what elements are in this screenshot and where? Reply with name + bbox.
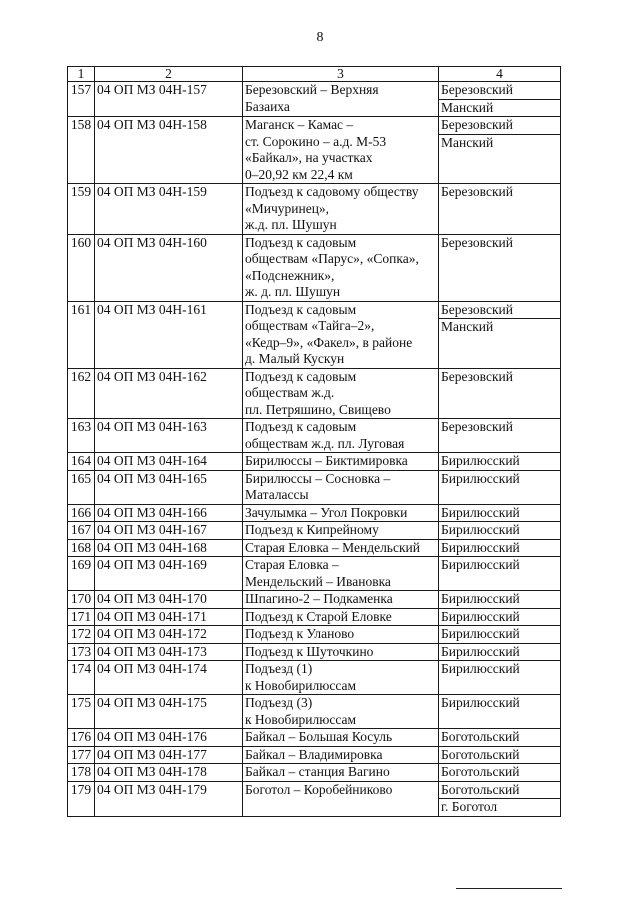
- road-name-line: ж. д. пл. Шушун: [245, 284, 341, 299]
- road-name-line: Базаиха: [245, 98, 290, 114]
- row-number: 164: [68, 453, 95, 471]
- road-name-line: обществам ж.д. пл. Луговая: [245, 435, 405, 451]
- road-name-line: Подъезд к Старой Еловке: [245, 608, 392, 624]
- road-name-line: Байкал – Большая Косуль: [245, 729, 393, 744]
- row-number: 172: [68, 626, 95, 644]
- road-name: [243, 470, 439, 504]
- road-name-line: Боготол – Коробейниково: [245, 781, 393, 797]
- road-code: 04 ОП МЗ 04Н-173: [95, 643, 243, 661]
- table-row: [68, 82, 561, 117]
- road-region: [439, 781, 561, 816]
- road-name-line: Зачулымка – Угол Покровки: [245, 504, 408, 520]
- road-name: [243, 729, 439, 747]
- road-name-line: Подъезд (1): [245, 661, 313, 676]
- road-name: [243, 661, 439, 695]
- table-row: [68, 184, 561, 235]
- road-name-line: Березовский – Верхняя: [245, 82, 379, 97]
- road-region: [439, 234, 561, 301]
- road-name-line: Шпагино-2 – Подкаменка: [245, 591, 393, 606]
- table-row: [68, 608, 561, 626]
- row-number: 178: [68, 764, 95, 782]
- region-line: Бирилюсский: [441, 522, 520, 537]
- road-name: [243, 301, 439, 368]
- region-line: Бирилюсский: [441, 608, 520, 624]
- road-name-line: Подъезд к Кипрейному: [245, 522, 379, 537]
- road-name-line: Мендельский – Ивановка: [245, 573, 391, 589]
- road-code: 04 ОП МЗ 04Н-170: [95, 591, 243, 609]
- road-code: 04 ОП МЗ 04Н-169: [95, 557, 243, 591]
- table-row: [68, 764, 561, 782]
- road-region: [439, 368, 561, 419]
- road-code: 04 ОП МЗ 04Н-178: [95, 764, 243, 782]
- road-name-line: ж.д. пл. Шушун: [245, 217, 337, 232]
- region-line: Манский: [439, 99, 560, 117]
- table-row: [68, 419, 561, 453]
- road-region: [439, 301, 561, 368]
- region-line: Манский: [439, 134, 560, 152]
- road-name: [243, 764, 439, 782]
- road-name-line: пл. Петряшино, Свищево: [245, 401, 391, 417]
- row-number: 170: [68, 591, 95, 609]
- row-number: 171: [68, 608, 95, 626]
- header-col-4: 4: [439, 67, 561, 82]
- region-line: г. Боготол: [439, 798, 560, 816]
- road-region: [439, 184, 561, 235]
- road-name: [243, 591, 439, 609]
- road-name-line: «Кедр–9», «Факел», в районе: [245, 334, 413, 350]
- row-number: 159: [68, 184, 95, 235]
- region-line: Боготольский: [441, 781, 520, 797]
- road-name-line: Байкал – станция Вагино: [245, 764, 390, 779]
- row-number: 179: [68, 781, 95, 816]
- table-row: [68, 557, 561, 591]
- row-number: 167: [68, 522, 95, 540]
- road-name: [243, 234, 439, 301]
- road-name-line: Бирилюссы – Биктимировка: [245, 453, 408, 468]
- road-region: [439, 539, 561, 557]
- table-row: [68, 522, 561, 540]
- road-name: [243, 695, 439, 729]
- table-row: [68, 591, 561, 609]
- region-line: Бирилюсский: [441, 453, 520, 468]
- table-row: [68, 746, 561, 764]
- row-number: 166: [68, 504, 95, 522]
- road-name-line: д. Малый Кускун: [245, 351, 345, 366]
- road-name-line: Подъезд к садовым: [245, 301, 357, 317]
- region-line: Бирилюсский: [441, 591, 520, 606]
- region-line: Бирилюсский: [441, 695, 520, 710]
- road-code: 04 ОП МЗ 04Н-167: [95, 522, 243, 540]
- row-number: 161: [68, 301, 95, 368]
- row-number: 173: [68, 643, 95, 661]
- road-name-line: Маганск – Камас –: [245, 117, 354, 132]
- row-number: 176: [68, 729, 95, 747]
- road-region: [439, 661, 561, 695]
- row-number: 163: [68, 419, 95, 453]
- road-region: [439, 626, 561, 644]
- road-region: [439, 522, 561, 540]
- road-name: [243, 82, 439, 117]
- region-line: Березовский: [441, 184, 513, 199]
- road-name-line: «Мичуринец»,: [245, 200, 330, 216]
- road-region: [439, 453, 561, 471]
- roads-table: [67, 66, 561, 817]
- road-region: [439, 82, 561, 117]
- region-line: Бирилюсский: [441, 643, 520, 659]
- road-name: [243, 368, 439, 419]
- road-region: [439, 117, 561, 184]
- header-row: [68, 67, 561, 82]
- road-code: 04 ОП МЗ 04Н-176: [95, 729, 243, 747]
- table-row: [68, 470, 561, 504]
- row-number: 174: [68, 661, 95, 695]
- region-line: Бирилюсский: [441, 470, 520, 486]
- road-code: 04 ОП МЗ 04Н-179: [95, 781, 243, 816]
- region-line: Березовский: [441, 301, 513, 317]
- row-number: 160: [68, 234, 95, 301]
- table-row: [68, 234, 561, 301]
- road-name-line: к Новобирилюссам: [245, 711, 357, 727]
- region-line: Березовский: [441, 419, 513, 434]
- row-number: 169: [68, 557, 95, 591]
- region-line: Бирилюсский: [441, 539, 520, 555]
- road-name-line: Подъезд к садовому обществу: [245, 184, 419, 199]
- road-region: [439, 608, 561, 626]
- road-name: [243, 539, 439, 557]
- region-line: Боготольский: [441, 729, 520, 744]
- table-row: [68, 117, 561, 184]
- region-line: Бирилюсский: [441, 661, 520, 676]
- road-name: [243, 522, 439, 540]
- table-row: [68, 539, 561, 557]
- road-code: 04 ОП МЗ 04Н-166: [95, 504, 243, 522]
- road-code: 04 ОП МЗ 04Н-175: [95, 695, 243, 729]
- region-line: Бирилюсский: [441, 626, 520, 641]
- road-code: 04 ОП МЗ 04Н-165: [95, 470, 243, 504]
- road-name-line: Подъезд к Шуточкино: [245, 643, 374, 659]
- page-number: 8: [316, 30, 324, 45]
- road-code: 04 ОП МЗ 04Н-162: [95, 368, 243, 419]
- road-name-line: обществам «Парус», «Сопка»,: [245, 251, 419, 266]
- row-number: 162: [68, 368, 95, 419]
- road-name: [243, 419, 439, 453]
- table-row: [68, 504, 561, 522]
- road-name-line: Бирилюссы – Сосновка –: [245, 470, 391, 486]
- road-region: [439, 591, 561, 609]
- region-line: Березовский: [441, 368, 513, 384]
- road-name-line: Подъезд к Уланово: [245, 626, 355, 641]
- table-row: [68, 781, 561, 816]
- road-code: 04 ОП МЗ 04Н-158: [95, 117, 243, 184]
- road-name-line: «Подснежник»,: [245, 267, 335, 283]
- road-code: 04 ОП МЗ 04Н-157: [95, 82, 243, 117]
- row-number: 168: [68, 539, 95, 557]
- road-region: [439, 729, 561, 747]
- road-name-line: 0–20,92 км 22,4 км: [245, 166, 353, 182]
- table-row: [68, 626, 561, 644]
- road-code: 04 ОП МЗ 04Н-160: [95, 234, 243, 301]
- road-region: [439, 470, 561, 504]
- region-line: Манский: [439, 318, 560, 336]
- road-code: 04 ОП МЗ 04Н-159: [95, 184, 243, 235]
- road-name: [243, 557, 439, 591]
- footer-rule: [456, 888, 562, 889]
- road-name: [243, 746, 439, 764]
- road-code: 04 ОП МЗ 04Н-177: [95, 746, 243, 764]
- table-row: [68, 643, 561, 661]
- road-region: [439, 746, 561, 764]
- row-number: 175: [68, 695, 95, 729]
- road-name: [243, 626, 439, 644]
- road-code: 04 ОП МЗ 04Н-164: [95, 453, 243, 471]
- road-name-line: Подъезд к садовым: [245, 368, 357, 384]
- road-name-line: Подъезд к садовым: [245, 419, 357, 434]
- road-code: 04 ОП МЗ 04Н-174: [95, 661, 243, 695]
- table-row: [68, 368, 561, 419]
- roads-table-body: [68, 67, 561, 817]
- road-name: [243, 781, 439, 816]
- region-line: Бирилюсский: [441, 557, 520, 572]
- road-name: [243, 608, 439, 626]
- table-row: [68, 661, 561, 695]
- header-col-3: 3: [243, 67, 439, 82]
- road-name-line: к Новобирилюссам: [245, 677, 357, 693]
- road-name-line: «Байкал», на участках: [245, 150, 373, 165]
- table-row: [68, 453, 561, 471]
- road-name: [243, 453, 439, 471]
- region-line: Бирилюсский: [441, 504, 520, 520]
- road-name-line: Маталассы: [245, 487, 309, 502]
- road-name: [243, 117, 439, 184]
- road-name: [243, 184, 439, 235]
- table-row: [68, 301, 561, 368]
- road-region: [439, 557, 561, 591]
- road-region: [439, 504, 561, 522]
- header-col-1: 1: [68, 67, 95, 82]
- region-line: Березовский: [441, 82, 513, 97]
- table-row: [68, 695, 561, 729]
- road-name-line: обществам ж.д.: [245, 385, 335, 400]
- region-line: Березовский: [441, 234, 513, 250]
- road-name-line: обществам «Тайга–2»,: [245, 318, 375, 333]
- road-code: 04 ОП МЗ 04Н-168: [95, 539, 243, 557]
- road-code: 04 ОП МЗ 04Н-172: [95, 626, 243, 644]
- header-col-2: 2: [95, 67, 243, 82]
- table-row: [68, 729, 561, 747]
- road-code: 04 ОП МЗ 04Н-163: [95, 419, 243, 453]
- road-region: [439, 643, 561, 661]
- road-name-line: Старая Еловка – Мендельский: [245, 539, 420, 555]
- row-number: 177: [68, 746, 95, 764]
- road-region: [439, 419, 561, 453]
- road-name: [243, 504, 439, 522]
- road-name-line: Подъезд к садовым: [245, 234, 357, 250]
- row-number: 157: [68, 82, 95, 117]
- road-name-line: Байкал – Владимировка: [245, 746, 383, 762]
- row-number: 165: [68, 470, 95, 504]
- road-code: 04 ОП МЗ 04Н-171: [95, 608, 243, 626]
- row-number: 158: [68, 117, 95, 184]
- road-region: [439, 695, 561, 729]
- road-name-line: Старая Еловка –: [245, 557, 339, 572]
- region-line: Березовский: [441, 117, 513, 132]
- region-line: Боготольский: [441, 764, 520, 779]
- road-name-line: Подъезд (3): [245, 695, 313, 710]
- road-region: [439, 764, 561, 782]
- region-line: Боготольский: [441, 746, 520, 762]
- road-code: 04 ОП МЗ 04Н-161: [95, 301, 243, 368]
- road-name-line: ст. Сорокино – а.д. М-53: [245, 133, 387, 149]
- road-name: [243, 643, 439, 661]
